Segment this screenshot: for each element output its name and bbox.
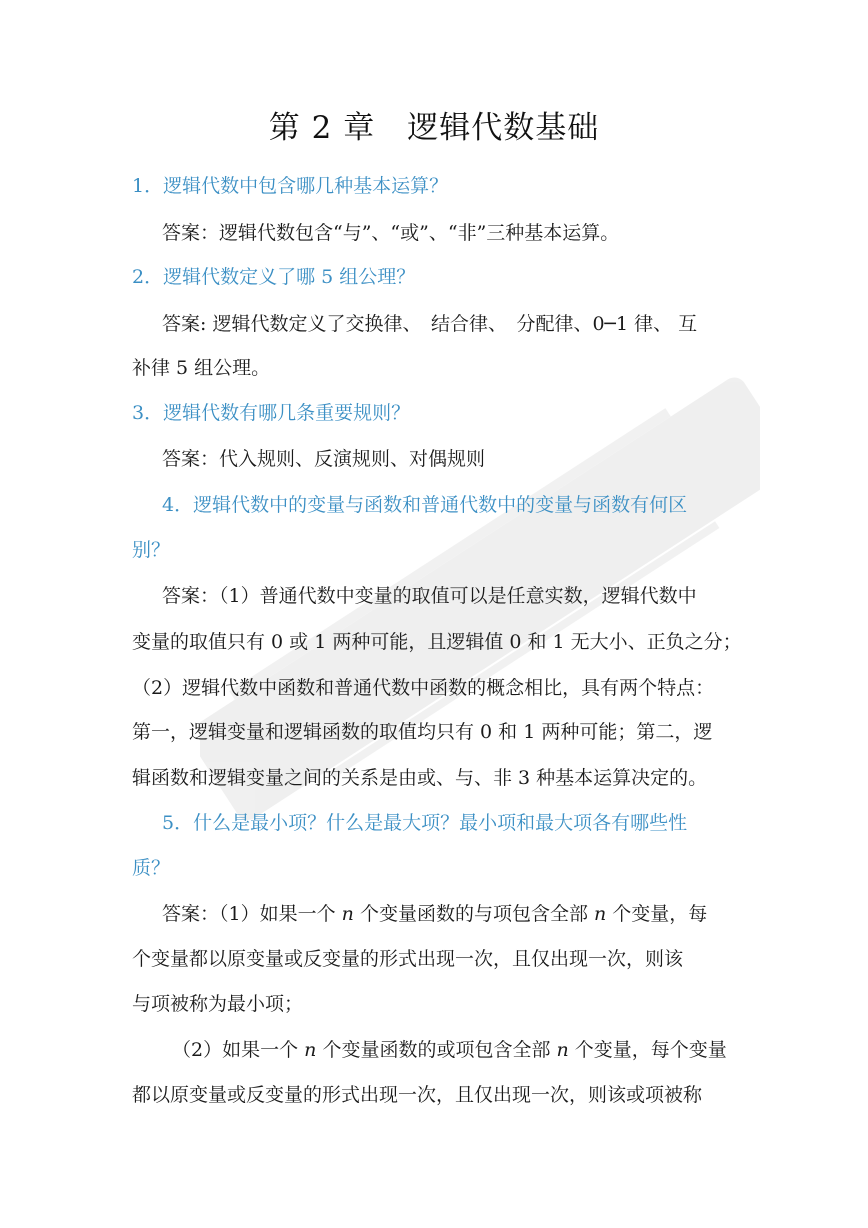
question-3: 3．逻辑代数有哪几条重要规则？ [132, 402, 411, 424]
answer-4-line-4: 第一，逻辑变量和逻辑函数的取值均只有 0 和 1 两种可能；第二，逻 [132, 721, 713, 743]
answer-4-line-1: 答案：（1）普通代数中变量的取值可以是任意实数，逻辑代数中 [162, 585, 697, 607]
answer-2-line-1: 答案: 逻辑代数定义了交换律、 结合律、 分配律、0─1 律、 互 [162, 313, 698, 335]
answer-4-line-2: 变量的取值只有 0 或 1 两种可能，且逻辑值 0 和 1 无大小、正负之分； [132, 631, 742, 653]
answer-4-line-3: （2）逻辑代数中函数和普通代数中函数的概念相比，具有两个特点： [132, 677, 715, 699]
chapter-title: 第 2 章 逻辑代数基础 [268, 110, 600, 146]
answer-5-line-2: 个变量都以原变量或反变量的形式出现一次，且仅出现一次，则该 [132, 948, 684, 970]
answer-5-line-1: 答案：（1）如果一个 n 个变量函数的与项包含全部 n 个变量，每 [162, 903, 708, 925]
question-5-line-1: 5．什么是最小项？什么是最大项？最小项和最大项各有哪些性 [162, 812, 688, 834]
answer-5-line-4: （2）如果一个 n 个变量函数的或项包含全部 n 个变量，每个变量 [172, 1039, 727, 1061]
question-5-line-2: 质？ [132, 857, 171, 879]
answer-5-line-5: 都以原变量或反变量的形式出现一次，且仅出现一次，则该或项被称 [132, 1084, 703, 1106]
question-1: 1．逻辑代数中包含哪几种基本运算？ [132, 175, 449, 197]
question-2: 2．逻辑代数定义了哪 5 组公理？ [132, 266, 416, 288]
answer-4-line-5: 辑函数和逻辑变量之间的关系是由或、与、非 3 种基本运算决定的。 [132, 767, 708, 789]
answer-3: 答案：代入规则、反演规则、对偶规则 [162, 448, 486, 470]
answer-5-line-3: 与项被称为最小项； [132, 993, 304, 1015]
answer-1: 答案：逻辑代数包含“与”、“或”、“非”三种基本运算。 [162, 222, 620, 244]
question-4-line-1: 4．逻辑代数中的变量与函数和普通代数中的变量与函数有何区 [162, 494, 688, 516]
answer-2-line-2: 补律 5 组公理。 [132, 357, 271, 379]
question-4-line-2: 别？ [132, 539, 171, 561]
